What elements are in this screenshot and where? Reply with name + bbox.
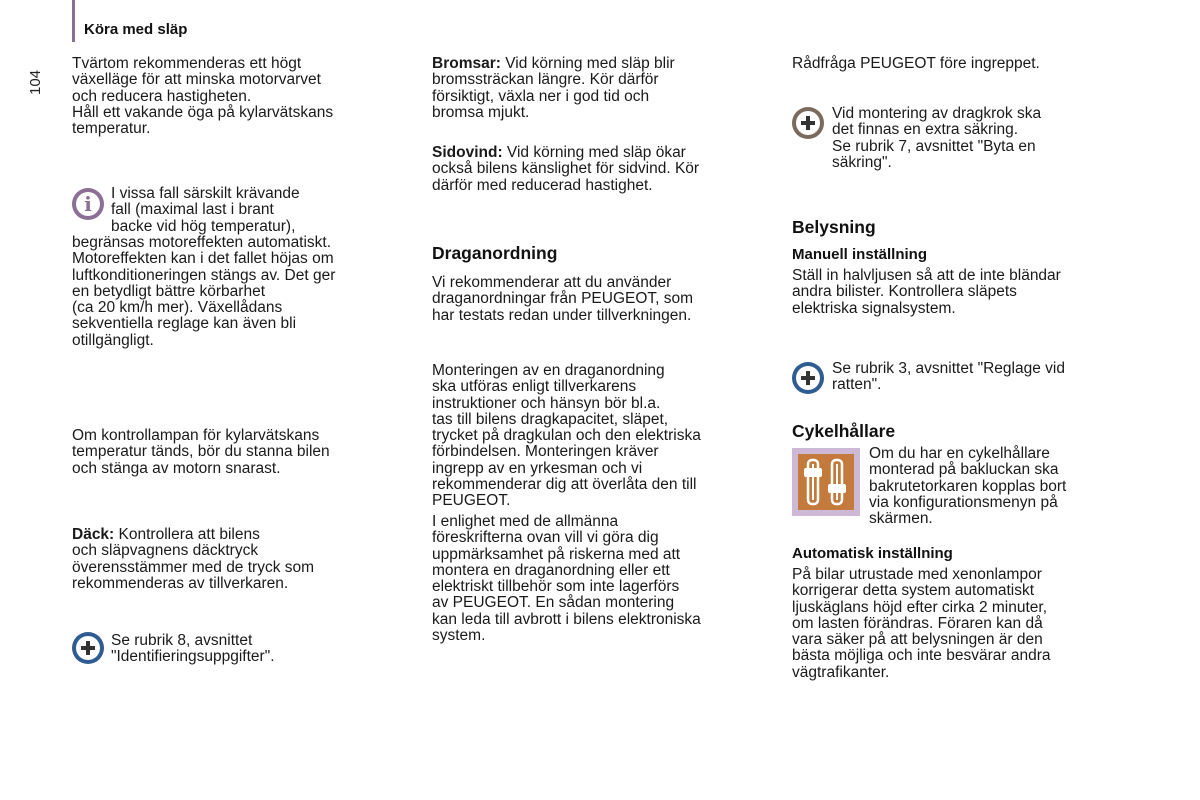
fuse-note: Vid montering av dragkrok ska det finnas en extra säkring. Se rubrik 7, avsnittet "Byta en säkring". <box>832 105 1042 171</box>
towing-paragraph-2: Monteringen av en draganordning ska utföras enligt tillverkarens instruktioner och hänsyn bör bl.a. tas till bilens dragkapacitet, släpet, trycket på dragkulan och den elektriska förbindelsen. Monteringen kräver ingrepp av en yrkesman och vi rekommenderar dig att överlåta den till PEUGEOT. <box>432 362 701 510</box>
col1-paragraph-1: Tvärtom rekommenderas ett högt växelläge för att minska motorvarvet och reducera hastigheten. Håll ett vakande öga på kylarvätskans temperatur. <box>72 55 334 138</box>
crosswind-label: Sidovind: <box>432 144 503 161</box>
tyres-label: Däck: <box>72 526 115 543</box>
col3-reference: Se rubrik 3, avsnittet "Reglage vid ratten". <box>832 360 1065 394</box>
automatic-adjustment-heading: Automatisk inställning <box>792 545 953 562</box>
plus-reference-icon <box>792 362 824 394</box>
info-note: I vissa fall särskilt krävande fall (maximal last i brant backe vid hög temperatur), <box>111 185 300 235</box>
towing-heading: Draganordning <box>432 243 558 263</box>
tyres-paragraph: Däck: Kontrollera att bilens och släpvagnens däcktryck överensstämmer med de tryck som rekommenderas av tillverkaren. <box>72 526 315 592</box>
brakes-paragraph: Bromsar: Vid körning med släp blir bromssträckan längre. Kör därför försiktigt, växla ner i god tid och bromsa mjukt. <box>432 55 675 121</box>
towing-paragraph-3: I enlighet med de allmänna föreskrifterna ovan vill vi göra dig uppmärksamhet på riskerna med att montera en draganordning eller ett elektriskt tillbehör som inte lagerförs av PEUGEOT. En sådan montering kan leda till avbrott i bilens elektroniska system. <box>432 513 701 645</box>
header-accent-bar <box>72 0 75 42</box>
manual-adjustment-heading: Manuell inställning <box>792 246 928 263</box>
bike-carrier-paragraph: Om du har en cykelhållare monterad på bakluckan ska bakrutetorkaren kopplas bort via konfigurationsmenyn på skärmen. <box>869 445 1067 528</box>
col3-paragraph-1: Rådfråga PEUGEOT före ingreppet. <box>792 55 1040 72</box>
towing-paragraph-1: Vi rekommenderar att du använder draganordningar från PEUGEOT, som har testats redan under tillverkningen. <box>432 274 694 324</box>
info-note-continued: begränsas motoreffekten automatiskt. Motoreffekten kan i det fallet höjas om luftkonditioneringen stängs av. Det ger en betydligt bättre körbarhet (ca 20 km/h mer). Växellådans sekventiella reglage kan även bli otillgängligt. <box>72 234 336 349</box>
col1-paragraph-2: Om kontrollampan för kylarvätskans temperatur tänds, bör du stanna bilen och stänga av motorn snarast. <box>72 427 330 477</box>
plus-reference-icon <box>72 632 104 664</box>
manual-adjustment-paragraph: Ställ in halvljusen så att de inte bländar andra bilister. Kontrollera släpets elektriska signalsystem. <box>792 267 1061 317</box>
bike-carrier-heading: Cykelhållare <box>792 421 896 441</box>
plus-reference-icon <box>792 107 824 139</box>
information-icon: i <box>72 188 104 220</box>
brakes-label: Bromsar: <box>432 55 501 72</box>
page-number: 104 <box>27 69 44 95</box>
crosswind-paragraph: Sidovind: Vid körning med släp ökar också bilens känslighet för sidvind. Kör därför med reducerad hastighet. <box>432 144 700 194</box>
automatic-adjustment-paragraph: På bilar utrustade med xenonlampor korrigerar detta system automatiskt ljuskäglans höjd efter cirka 2 minuter, om lasten förändras. Föraren kan då vara säker på att belysningen är den bästa möjliga och inte besvärar andra vägtrafikanter. <box>792 566 1051 681</box>
col1-reference: Se rubrik 8, avsnittet "Identifieringsuppgifter". <box>111 632 275 666</box>
section-title: Köra med släp <box>84 21 188 38</box>
lighting-heading: Belysning <box>792 217 876 237</box>
slider-settings-icon <box>792 448 860 516</box>
